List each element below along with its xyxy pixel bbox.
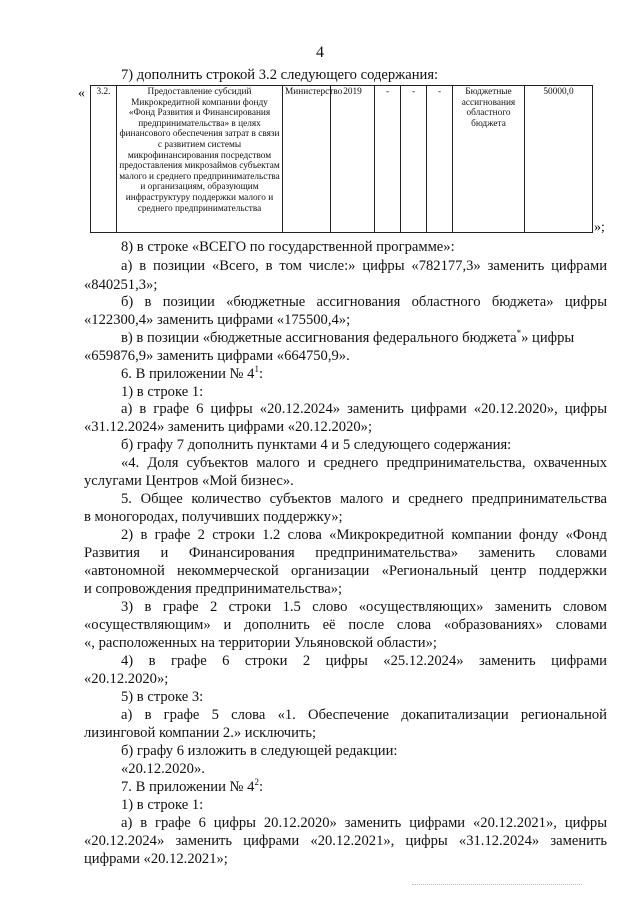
text-line: а) в графе 6 цифры «20.12.2024» заменить цифрами «20.12.2020», цифры [121,401,607,417]
superscript: 1 [254,364,259,375]
cell-dash: - [427,86,453,233]
intro-line: 7) дополнить строкой 3.2 следующего содержания: [121,67,439,83]
cell-year: 2019 [331,86,375,233]
cell-dash: - [401,86,427,233]
cell-source: Бюджетные ассигнования областного бюджета [453,86,525,233]
text-line: услугами Центров «Мой бизнес». [84,473,294,489]
text-line: «31.12.2024» заменить цифрами «20.12.2020»; [84,419,373,435]
text-fragment: в) в позиции «бюджетные ассигнования федерального бюджета [121,330,517,346]
text-fragment: : [258,366,263,382]
scan-artifact [412,884,582,888]
text-line: б) графу 6 изложить в следующей редакции: [121,743,398,759]
text-line: «840251,3»; [84,277,158,293]
text-line: «659876,9» заменить цифрами «664750,9». [84,348,350,364]
table-open-quote: « [78,86,85,101]
text-line: «4. Доля субъектов малого и среднего предпринимательства, охваченных [121,455,607,471]
text-line: а) в графе 5 слова «1. Обеспечение докапитализации региональной [121,707,607,723]
cell-executor: Министерство [283,86,331,233]
text-fragment: 7. В приложении № 4 [121,779,255,795]
text-line: 1) в строке 1: [121,797,204,813]
text-fragment: 6. В приложении № 4 [121,366,255,382]
text-line: 8) в строке «ВСЕГО по государственной программе»: [121,239,455,255]
text-line: 2) в графе 2 строки 1.2 слова «Микрокредитной компании фонду «Фонд [121,527,607,543]
text-line: а) в графе 6 цифры 20.12.2020» заменить цифрами «20.12.2021», цифры [121,815,607,831]
text-line: «автономной некоммерческой организации «Региональный центр поддержки [84,563,607,579]
text-line: и сопровождения предпринимательства»; [84,581,343,597]
text-line: 5. Общее количество субъектов малого и среднего предпринимательства [121,491,607,507]
text-line: 3) в графе 2 строки 1.5 слово «осуществляющих» заменить словом [121,599,607,615]
page-number: 4 [316,44,324,61]
text-fragment: » цифры [521,330,575,346]
text-line: «20.12.2024» заменить цифрами «20.12.2021», цифры «31.12.2024» заменить [84,833,607,849]
text-line: «20.12.2020». [121,761,205,777]
text-line [121,329,574,347]
text-line: 1) в строке 1: [121,384,204,400]
text-line: 5) в строке 3: [121,689,204,705]
footnote-star: * [516,328,522,339]
cell-number: 3.2. [91,86,117,233]
cell-dash: - [375,86,401,233]
text-line: «осуществляющим» и дополнить её после слова «образованиях» словами [84,617,607,633]
program-table [90,85,592,233]
text-line: цифрами «20.12.2021»; [84,851,228,867]
cell-description: Предоставление субсидий Микрокредитной компании фонду «Фонд Развития и Финансирования предпринимательства» в целях финансового обеспечения затрат в связи с развитием системы микрофинансирования посредством предоставления микрозаймов субъектам малого и среднего предпринимательства и организациям, образующим инфраструктуру поддержки малого и среднего предпринимательства [117,86,283,233]
text-line: «122300,4» заменить цифрами «175500,4»; [84,312,351,328]
text-line: 4) в графе 6 строки 2 цифры «25.12.2024» заменить цифрами [121,653,607,669]
superscript: 2 [254,777,259,788]
text-line [121,365,263,383]
text-line: «, расположенных на территории Ульяновской области»; [84,635,437,651]
text-line [121,778,263,796]
table-row [91,86,593,233]
text-fragment: : [258,779,263,795]
text-line: б) графу 7 дополнить пунктами 4 и 5 следующего содержания: [121,437,512,453]
text-line: Развития и Финансирования предпринимательства» заменить словами [84,545,607,561]
cell-amount: 50000,0 [525,86,593,233]
text-line: б) в позиции «бюджетные ассигнования областного бюджета» цифры [121,294,607,310]
text-line: а) в позиции «Всего, в том числе:» цифры «782177,3» заменить цифрами [121,258,607,274]
text-line: «20.12.2020»; [84,671,169,687]
text-line: в моногородах, получивших поддержку»; [84,509,343,525]
text-line: лизинговой компании 2.» исключить; [84,725,317,741]
table-close-quote: »; [594,220,605,235]
